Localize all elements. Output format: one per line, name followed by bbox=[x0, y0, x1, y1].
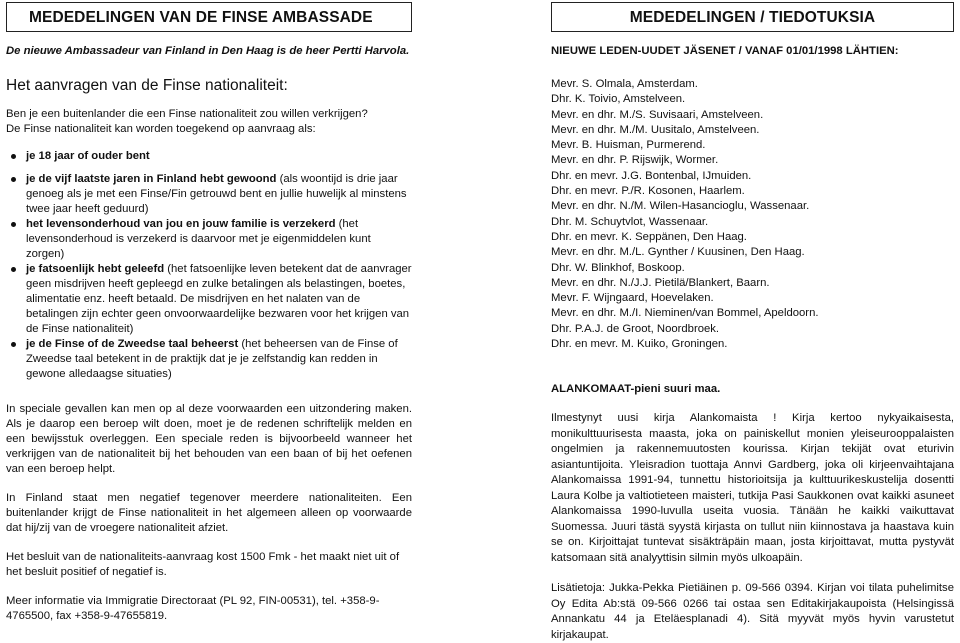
list-item: Mevr. en dhr. M./S. Suvisaari, Amstelveen. bbox=[551, 108, 764, 121]
contact-info-paragraph: Meer informatie via Immigratie Directoraat (PL 92, FIN-00531), tel. +358-9-4765500, fax +358-9-47655819. bbox=[6, 595, 380, 622]
list-item: je fatsoenlijk hebt geleefd (het fatsoenlijke leven betekent dat de aanvrager geen misdrijven heeft gepleegd en zulke betalingen als belastingen, boetes, alimentatie enz. heeft betaald. De misdrijven en het nalaten van de betalingen zijn echter geen onvoorwaardelijke bezwaren voor het krijgen van de Finse nationaliteit) bbox=[26, 263, 412, 335]
list-item: je de Finse of de Zweedse taal beheerst (het beheersen van de Finse of Zweedse taal betekent in de praktijk dat je je zelfstandig kan redden in gewone alledaagse situaties) bbox=[26, 337, 412, 382]
list-item: het levensonderhoud van jou en jouw familie is verzekerd (het levensonderhoud is verzekerd is daarvoor met je eigenmiddelen kunt zorgen) bbox=[26, 217, 412, 262]
nationality-heading: Het aanvragen van de Finse nationaliteit: bbox=[6, 77, 288, 94]
list-item: Mevr. en dhr. P. Rijswijk, Wormer. bbox=[551, 154, 719, 167]
right-column bbox=[551, 0, 954, 643]
list-item: Mevr. en dhr. M./M. Uusitalo, Amstelveen. bbox=[551, 123, 760, 136]
left-section-header: MEDEDELINGEN VAN DE FINSE AMBASSADE bbox=[6, 2, 412, 32]
list-item: Mevr. F. Wijngaard, Hoevelaken. bbox=[551, 292, 714, 305]
book-description: Ilmestynyt uusi kirja Alankomaista ! Kirja kertoo nykyaikaisesta, monikulttuurisesta maasta, joka on painiskellut monien yleiseurooppalaisten ongelmien ja rakennemuutosten kourissa. Kirjan tekijät ovat eturivin asiantuntijoita. Yleisradion tuottaja Annvi Gardberg, joka oli kirjeenvaihtajana Alankomaissa 1991-94, tunnettu historioitsija ja kulttuurikeskustelija dosentti Laura Kolbe ja valtiotieteen maisteri, tutkija Pasi Saukkonen ovat kaikki asuneet Alankomaissa 1990-luvulla useita vuosia. Tänään he kaikki vaikuttavat Suomessa. Juuri tästä syystä kirjasta on tullut niin kiinnostava ja haastava kuin se on. Kirjoittajat tuntevat sisäkträpäin maan, josta kirjoittavat, mutta pystyvät katsomaan sitä analyyttisin silmin myös ulkoapäin. bbox=[551, 412, 954, 564]
fee-paragraph: Het besluit van de nationaliteits-aanvraag kost 1500 Fmk - het maakt niet uit of het besluit positief of negatief is. bbox=[6, 551, 400, 578]
requirements-intro: De Finse nationaliteit kan worden toegekend op aanvraag als: bbox=[6, 123, 316, 135]
left-column bbox=[6, 0, 412, 624]
book-contact-info: Lisätietoja: Jukka-Pekka Pietiäinen p. 09-566 0394. Kirjan voi tilata puhelimitse Oy Edita Ab:stä 09-566 0266 tai ostaa sen Editakirjakaupoista (Helsingissä Annankatu 44 ja Eteläesplanadi 4). Sitä myyvät myös hyvin varustetut kirjakaupat. bbox=[551, 582, 954, 641]
requirements-list bbox=[6, 149, 412, 382]
list-item: Dhr. en mevr. K. Seppänen, Den Haag. bbox=[551, 230, 747, 243]
exceptions-paragraph: In speciale gevallen kan men op al deze voorwaarden een uitzondering maken. Als je daarop een beroep wilt doen, moet je de redenen schriftelijk melden en een bewijsstuk overleggen. Een speciale reden is bijvoorbeeld wanneer het verkrijgen van de nationaliteit bij het behouden van een baan of bij het oefenen van een beroep helpt. bbox=[6, 403, 412, 475]
right-section-header: MEDEDELINGEN / TIEDOTUKSIA bbox=[551, 2, 954, 32]
list-item: Mevr. S. Olmala, Amsterdam. bbox=[551, 78, 698, 90]
dual-nationality-paragraph: In Finland staat men negatief tegenover meerdere nationaliteiten. Een buitenlander krijgt de Finse nationaliteit in het algemeen alleen op voorwaarde dat hij/zij van de vroegere nationaliteit afziet. bbox=[6, 492, 412, 534]
list-item: Dhr. M. Schuytvlot, Wassenaar. bbox=[551, 215, 709, 228]
list-item: je de vijf laatste jaren in Finland hebt gewoond (als woontijd is drie jaar genoeg als je met een Finse/Fin getrouwd bent en jullie huwelijk al minstens twee jaar heeft geduurd) bbox=[26, 172, 412, 217]
list-item: Dhr. P.A.J. de Groot, Noordbroek. bbox=[551, 322, 720, 335]
list-item: Mevr. en dhr. M./I. Nieminen/van Bommel, Apeldoorn. bbox=[551, 307, 819, 320]
list-item: Dhr. en mevr. M. Kuiko, Groningen. bbox=[551, 338, 728, 351]
ambassador-announcement: De nieuwe Ambassadeur van Finland in Den Haag is de heer Pertti Harvola. bbox=[6, 45, 410, 57]
list-item: je 18 jaar of ouder bent bbox=[26, 149, 412, 164]
list-item: Dhr. en mevr. J.G. Bontenbal, IJmuiden. bbox=[551, 169, 752, 182]
list-item: Dhr. en mevr. P./R. Kosonen, Haarlem. bbox=[551, 185, 745, 198]
list-item: Dhr. K. Toivio, Amstelveen. bbox=[551, 93, 686, 106]
nationality-question: Ben je een buitenlander die een Finse nationaliteit zou willen verkrijgen? bbox=[6, 108, 368, 120]
list-item: Mevr. en dhr. N./M. Wilen-Hasancioglu, Wassenaar. bbox=[551, 200, 810, 213]
members-list bbox=[551, 77, 954, 352]
list-item: Mevr. B. Huisman, Purmerend. bbox=[551, 139, 706, 152]
new-members-heading: NIEUWE LEDEN-UUDET JÄSENET / VANAF 01/01/1998 LÄHTIEN: bbox=[551, 45, 899, 57]
list-item: Dhr. W. Blinkhof, Boskoop. bbox=[551, 261, 685, 274]
list-item: Mevr. en dhr. M./L. Gynther / Kuusinen, Den Haag. bbox=[551, 246, 805, 259]
alankomaat-heading: ALANKOMAAT-pieni suuri maa. bbox=[551, 383, 721, 396]
list-item: Mevr. en dhr. N./J.J. Pietilä/Blankert, Baarn. bbox=[551, 276, 770, 289]
